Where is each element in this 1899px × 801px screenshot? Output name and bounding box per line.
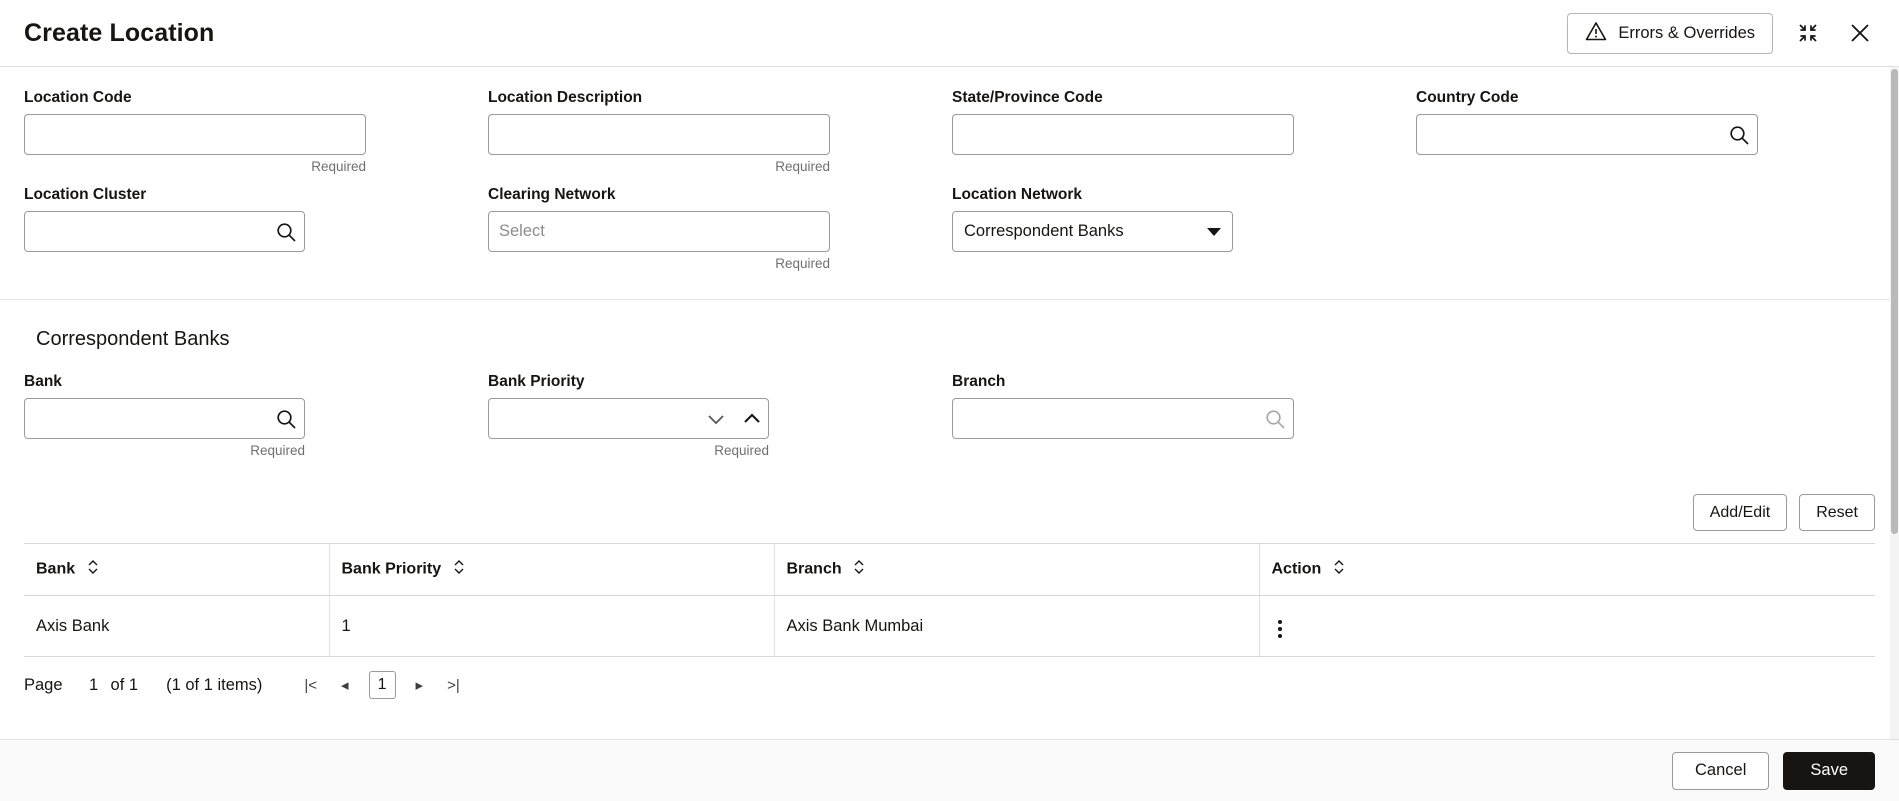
field-location-cluster [24, 186, 488, 277]
field-filler-2 [1416, 373, 1776, 464]
close-icon[interactable] [1843, 16, 1877, 50]
cancel-button[interactable]: Cancel [1672, 752, 1769, 790]
state-province-code-note [952, 159, 1294, 180]
search-icon [1264, 408, 1286, 430]
chevron-down-icon[interactable] [705, 408, 727, 430]
country-code-note [1416, 159, 1758, 180]
location-code-label: Location Code [24, 89, 132, 106]
clearing-network-label: Clearing Network [488, 186, 616, 203]
column-header-bank[interactable] [24, 544, 329, 596]
sort-icon[interactable] [853, 559, 865, 580]
column-header-bank-priority[interactable] [329, 544, 774, 596]
pager-current-page[interactable]: 1 [369, 671, 396, 699]
branch-input-wrap [952, 398, 1294, 439]
errors-overrides-button[interactable] [1567, 13, 1773, 54]
location-fields-grid [24, 89, 1875, 283]
column-header-branch-label: Branch [786, 560, 842, 578]
table-toolbar [0, 486, 1899, 543]
state-province-code-label: State/Province Code [952, 89, 1103, 106]
correspondent-banks-title: Correspondent Banks [36, 328, 230, 350]
column-header-bank-priority-label: Bank Priority [341, 560, 442, 578]
field-location-code [24, 89, 488, 180]
errors-overrides-label: Errors & Overrides [1618, 23, 1755, 42]
header-actions [1567, 13, 1877, 54]
cell-bank-priority: 1 [329, 596, 774, 657]
field-location-description [488, 89, 952, 180]
kebab-menu-icon[interactable] [1272, 616, 1288, 642]
reset-button[interactable]: Reset [1799, 494, 1875, 531]
location-code-input-wrap [24, 114, 366, 155]
search-icon[interactable] [1728, 124, 1750, 146]
field-state-province-code [952, 89, 1416, 180]
location-network-value: Correspondent Banks [964, 222, 1124, 240]
field-bank [24, 373, 488, 464]
country-code-label: Country Code [1416, 89, 1519, 106]
cell-bank: Axis Bank [24, 596, 329, 657]
bank-priority-required-note: Required [714, 443, 769, 458]
location-cluster-input[interactable] [24, 211, 305, 252]
branch-input[interactable] [952, 398, 1294, 439]
bank-input[interactable] [24, 398, 305, 439]
pager-of-text: of 1 [110, 675, 139, 694]
branch-label: Branch [952, 373, 1006, 390]
column-header-branch[interactable] [774, 544, 1259, 596]
warning-triangle-icon [1585, 21, 1607, 46]
clearing-network-input[interactable] [488, 211, 830, 252]
field-branch [952, 373, 1416, 464]
chevron-up-icon[interactable] [741, 408, 763, 430]
pager-first-button[interactable]: |< [300, 676, 321, 695]
field-filler [1416, 186, 1776, 277]
location-code-required-note: Required [311, 159, 366, 174]
state-province-code-input[interactable] [952, 114, 1294, 155]
cell-branch: Axis Bank Mumbai [774, 596, 1259, 657]
table-body [24, 596, 1875, 657]
location-details-section [0, 67, 1899, 300]
pager-page-input[interactable] [77, 672, 111, 698]
dialog-header [0, 0, 1899, 67]
collapse-icon[interactable] [1791, 16, 1825, 50]
field-bank-priority [488, 373, 952, 464]
location-network-note [952, 256, 1233, 277]
column-header-action-label: Action [1271, 560, 1322, 578]
pager-last-button[interactable]: >| [443, 676, 464, 695]
branch-note [952, 443, 1294, 464]
search-icon[interactable] [275, 408, 297, 430]
country-code-input[interactable] [1416, 114, 1758, 155]
table-pager [0, 657, 1899, 713]
pager-prev-button[interactable]: ◂ [337, 676, 353, 695]
pager-items-text: (1 of 1 items) [166, 675, 263, 694]
pager-next-button[interactable]: ▸ [412, 676, 428, 695]
location-cluster-note [24, 256, 305, 277]
state-province-code-input-wrap [952, 114, 1294, 155]
bank-priority-stepper-buttons [705, 398, 763, 439]
clearing-network-required-note: Required [775, 256, 830, 271]
bank-label: Bank [24, 373, 62, 390]
sort-icon[interactable] [453, 559, 465, 580]
country-code-input-wrap [1416, 114, 1758, 155]
field-clearing-network [488, 186, 952, 277]
location-description-required-note: Required [775, 159, 830, 174]
clearing-network-input-wrap [488, 211, 830, 252]
vertical-scrollbar[interactable] [1890, 67, 1899, 739]
location-description-label: Location Description [488, 89, 643, 106]
bank-input-wrap [24, 398, 305, 439]
correspondent-banks-table [24, 543, 1875, 657]
location-description-input-wrap [488, 114, 830, 155]
scrollbar-thumb[interactable] [1891, 69, 1898, 534]
search-icon[interactable] [275, 221, 297, 243]
location-network-label: Location Network [952, 186, 1083, 203]
sort-icon[interactable] [87, 559, 99, 580]
location-network-select-wrap [952, 211, 1233, 252]
add-edit-button[interactable]: Add/Edit [1693, 494, 1787, 531]
location-code-input[interactable] [24, 114, 366, 155]
field-location-network [952, 186, 1416, 277]
bank-priority-stepper [488, 398, 769, 439]
table-header-row [24, 544, 1875, 596]
column-header-action[interactable] [1259, 544, 1875, 596]
table-header [24, 544, 1875, 596]
sort-icon[interactable] [1333, 559, 1345, 580]
location-cluster-input-wrap [24, 211, 305, 252]
pager-nav [300, 671, 463, 699]
dialog-footer [0, 739, 1899, 801]
table-row[interactable] [24, 596, 1875, 657]
dialog-body [0, 67, 1899, 739]
save-button[interactable]: Save [1783, 752, 1875, 790]
column-header-bank-label: Bank [36, 560, 76, 578]
location-description-input[interactable] [488, 114, 830, 155]
correspondent-fields-grid [24, 373, 1875, 470]
location-network-select[interactable] [952, 211, 1233, 252]
bank-required-note: Required [250, 443, 305, 458]
bank-priority-label: Bank Priority [488, 373, 585, 390]
cell-action [1259, 596, 1875, 657]
field-country-code [1416, 89, 1776, 180]
pager-page-label: Page [24, 675, 63, 694]
page-title: Create Location [24, 18, 215, 47]
location-cluster-label: Location Cluster [24, 186, 147, 203]
correspondent-banks-section [0, 300, 1899, 486]
